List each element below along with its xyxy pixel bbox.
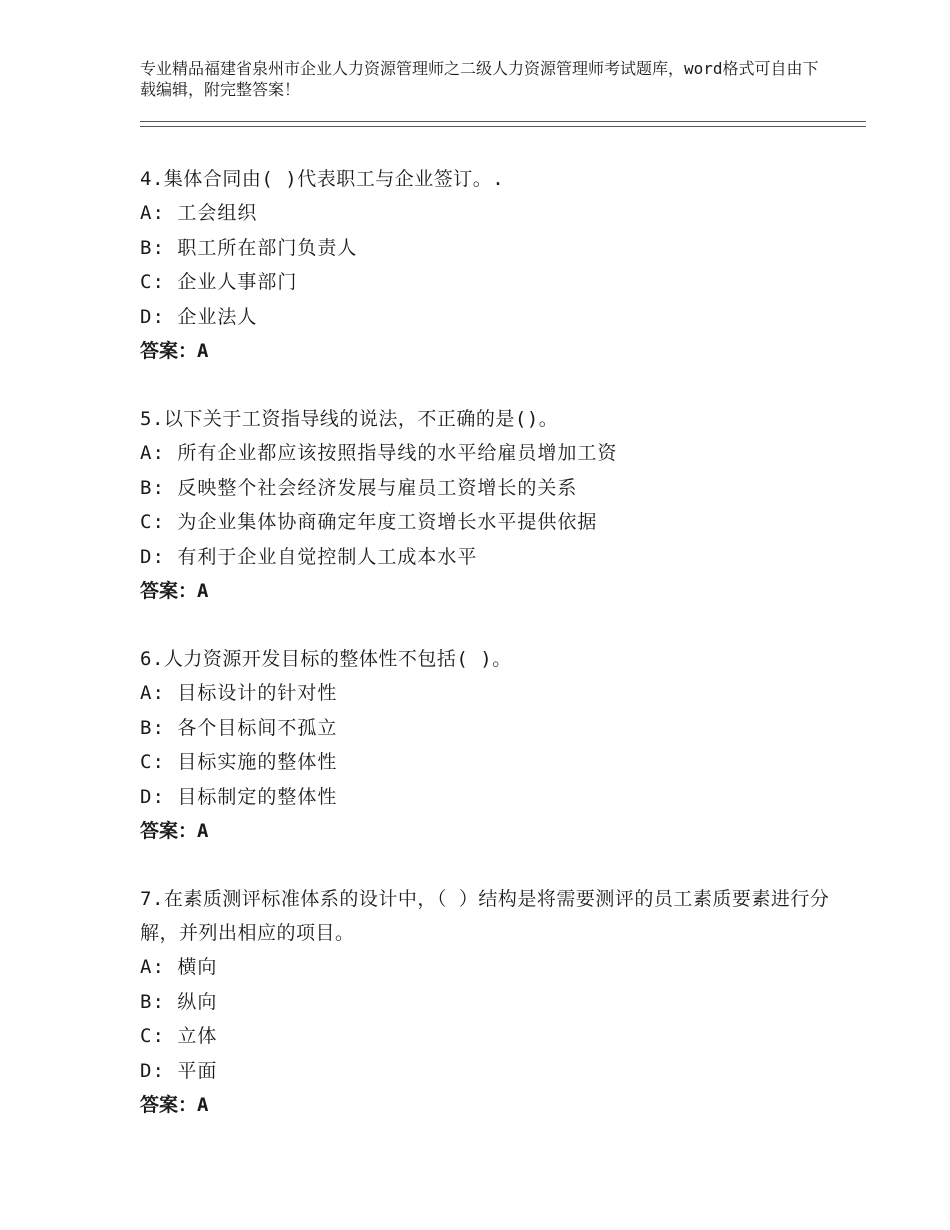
option-d: D: 企业法人 [140, 305, 258, 328]
answer-value: A [197, 1094, 209, 1116]
answer-value: A [197, 820, 209, 842]
question-stem: 7.在素质测评标准体系的设计中，（ ）结构是将需要测评的员工素质要素进行分解，并列出相应的项目。 [140, 888, 830, 944]
option-b: B: 各个目标间不孤立 [140, 716, 338, 739]
answer-label: 答案： [140, 340, 198, 362]
option-a: A: 横向 [140, 956, 218, 978]
document-header [140, 58, 830, 100]
option-c: C: 为企业集体协商确定年度工资增长水平提供依据 [140, 511, 598, 533]
answer-label: 答案： [140, 580, 198, 602]
answer-value: A [197, 340, 209, 362]
question-stem: 5.以下关于工资指导线的说法，不正确的是()。 [140, 408, 559, 430]
option-a: A: 所有企业都应该按照指导线的水平给雇员增加工资 [140, 442, 618, 464]
question-stem: 6.人力资源开发目标的整体性不包括( )。 [140, 648, 512, 670]
question-5 [140, 402, 830, 608]
document-title: 专业精品福建省泉州市企业人力资源管理师之二级人力资源管理师考试题库，word格式可自由下载编辑，附完整答案！ [140, 59, 819, 99]
option-c: C: 企业人事部门 [140, 271, 298, 293]
option-a: A: 工会组织 [140, 202, 258, 224]
answer-line [140, 334, 830, 368]
answer-label: 答案： [140, 820, 198, 842]
question-6 [140, 642, 830, 848]
header-divider [140, 121, 866, 127]
option-d: D: 目标制定的整体性 [140, 785, 338, 808]
question-stem: 4.集体合同由( )代表职工与企业签订。. [140, 168, 505, 190]
option-d: D: 平面 [140, 1059, 218, 1082]
option-c: C: 立体 [140, 1025, 218, 1047]
question-list [140, 162, 830, 1156]
question-4 [140, 162, 830, 368]
option-b: B: 职工所在部门负责人 [140, 236, 358, 259]
answer-label: 答案： [140, 1094, 198, 1116]
answer-value: A [197, 580, 209, 602]
answer-line [140, 814, 830, 848]
option-b: B: 纵向 [140, 990, 218, 1013]
answer-line [140, 574, 830, 608]
option-b: B: 反映整个社会经济发展与雇员工资增长的关系 [140, 476, 578, 499]
option-a: A: 目标设计的针对性 [140, 682, 338, 704]
question-7 [140, 882, 830, 1122]
option-d: D: 有利于企业自觉控制人工成本水平 [140, 545, 478, 568]
answer-line [140, 1088, 830, 1122]
option-c: C: 目标实施的整体性 [140, 751, 338, 773]
